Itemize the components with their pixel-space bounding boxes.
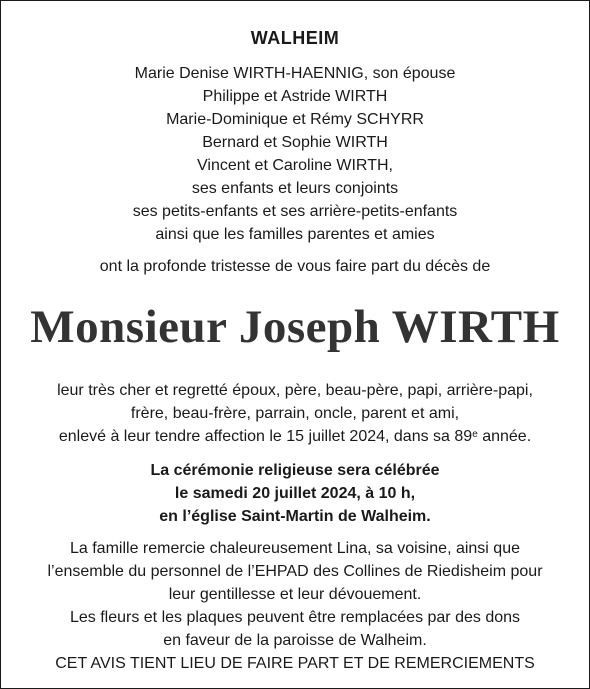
town-heading: WALHEIM — [250, 28, 340, 48]
thanks-line: Les fleurs et les plaques peuvent être remplacées par des dons — [69, 609, 521, 626]
tribute-line: frère, beau-frère, parrain, oncle, parent et ami, — [130, 405, 460, 422]
tribute-line-end: année. — [477, 428, 532, 445]
announcement-text: ont la profonde tristesse de vous faire part du décès de — [99, 258, 491, 275]
family-line: ainsi que les familles parentes et amies — [155, 226, 435, 243]
family-line: Marie-Dominique et Rémy SCHYRR — [166, 111, 424, 128]
thanks-line: leur gentillesse et leur dévouement. — [168, 586, 422, 603]
ceremony-line: le samedi 20 juillet 2024, à 10 h, — [174, 485, 416, 502]
family-line: Marie Denise WIRTH-HAENNIG, son épouse — [134, 65, 456, 82]
family-line: Philippe et Astride WIRTH — [202, 88, 388, 105]
family-line: Vincent et Caroline WIRTH, — [197, 157, 393, 174]
thanks-line: en faveur de la paroisse de Walheim. — [163, 632, 427, 649]
family-line: ses petits-enfants et ses arrière-petits-enfants — [132, 203, 458, 220]
announcement — [0, 255, 590, 278]
tribute-line: leur très cher et regretté époux, père, beau-père, papi, arrière-papi, — [57, 382, 533, 399]
family-line: Bernard et Sophie WIRTH — [202, 134, 388, 151]
deceased-name: Monsieur Joseph WIRTH — [30, 301, 560, 353]
tribute-text — [0, 379, 590, 448]
tribute-line — [0, 425, 590, 448]
ceremony-line: La cérémonie religieuse sera célébrée — [150, 462, 440, 479]
ordinal-suffix: e — [472, 429, 478, 440]
ceremony-details — [0, 459, 590, 528]
closing-statement: CET AVIS TIENT LIEU DE FAIRE PART ET DE REMERCIEMENTS — [55, 655, 535, 672]
thanks-text — [0, 537, 590, 675]
thanks-line: l’ensemble du personnel de l’EHPAD des Collines de Riedisheim pour — [47, 563, 543, 580]
ceremony-line: en l’église Saint-Martin de Walheim. — [159, 508, 431, 525]
thanks-line: La famille remercie chaleureusement Lina, sa voisine, ainsi que — [69, 540, 520, 557]
family-line: ses enfants et leurs conjoints — [191, 180, 399, 197]
family-list — [0, 62, 590, 246]
tribute-line-start: enlevé à leur tendre affection le 15 juillet 2024, dans sa 89 — [58, 428, 473, 445]
